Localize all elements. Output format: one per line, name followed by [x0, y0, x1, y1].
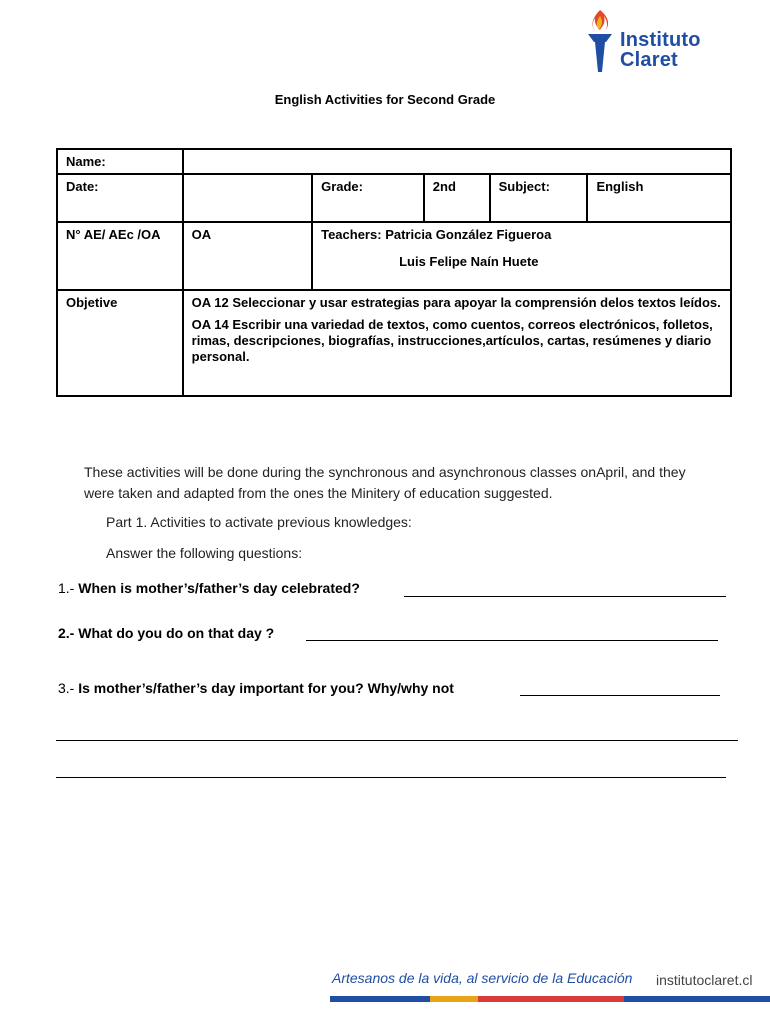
date-label: Date:	[57, 174, 183, 222]
name-field[interactable]	[183, 149, 731, 174]
footer-slogan: Artesanos de la vida, al servicio de la Educación	[332, 970, 633, 986]
question-3-text: Is mother’s/father’s day important for you? Why/why not	[78, 680, 454, 696]
answer-line-3[interactable]	[520, 695, 720, 696]
footer-bar-yellow	[430, 996, 478, 1002]
ae-label: N° AE/ AEc /OA	[57, 222, 183, 290]
page-title: English Activities for Second Grade	[274, 92, 496, 107]
objective-cell	[183, 290, 731, 396]
footer-bar-blue-2	[624, 996, 770, 1002]
answer-line-5[interactable]	[56, 777, 726, 778]
subject-label: Subject:	[490, 174, 588, 222]
torch-flame-icon	[582, 8, 618, 78]
teacher-1: Patricia González Figueroa	[385, 227, 552, 242]
logo-line-2: Claret	[620, 49, 678, 71]
question-3	[58, 680, 454, 696]
teachers-cell	[312, 222, 731, 290]
subject-value: English	[587, 174, 731, 222]
question-1-number: 1.-	[58, 580, 75, 596]
answer-line-4[interactable]	[56, 740, 738, 741]
grade-label: Grade:	[312, 174, 424, 222]
footer-bar-blue	[330, 996, 430, 1002]
objective-oa12: OA 12 Seleccionar y usar estrategias para apoyar la comprensión delos textos leídos.	[191, 295, 721, 310]
footer-bar-red	[478, 996, 624, 1002]
name-label: Name:	[57, 149, 183, 174]
answer-line-1[interactable]	[404, 596, 726, 597]
question-1	[58, 580, 360, 596]
grade-value: 2nd	[424, 174, 490, 222]
logo-line-1: Instituto	[620, 29, 701, 51]
part-1-heading: Part 1. Activities to activate previous knowledges:	[106, 514, 412, 530]
footer-url[interactable]: institutoclaret.cl	[656, 972, 753, 988]
teacher-2: Luis Felipe Naín Huete	[399, 254, 539, 269]
question-2: 2.- What do you do on that day ?	[58, 625, 275, 641]
question-1-text: When is mother’s/father’s day celebrated?	[78, 580, 360, 596]
info-table	[56, 148, 732, 397]
objective-oa14: OA 14 Escribir una variedad de textos, como cuentos, correos electrónicos, folletos, rimas, descripciones, biografías, instrucciones,artículos, cartas, resúmenes y diario personal.	[191, 317, 713, 364]
teachers-label: Teachers:	[321, 227, 382, 242]
question-3-number: 3.-	[58, 680, 75, 696]
date-field[interactable]	[183, 174, 312, 222]
intro-paragraph: These activities will be done during the synchronous and asynchronous classes onApril, and they were taken and adapted from the ones the Minitery of education suggested.	[84, 464, 686, 501]
instructions-text: Answer the following questions:	[106, 545, 303, 561]
answer-line-2[interactable]	[306, 640, 718, 641]
institute-logo	[582, 8, 732, 78]
oa-label: OA	[183, 222, 312, 290]
objective-label: Objetive	[57, 290, 183, 396]
